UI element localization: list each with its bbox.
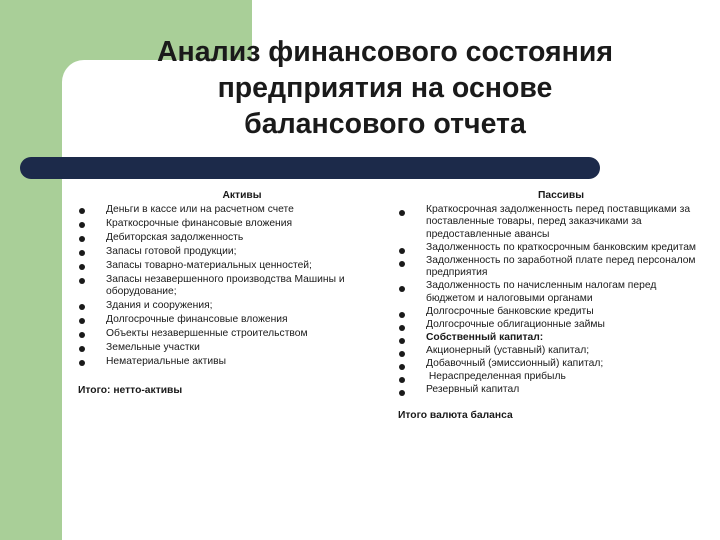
- bullet-icon: [79, 360, 85, 366]
- list-item: Добавочный (эмиссионный) капитал;: [398, 358, 696, 371]
- list-item: Задолженность по краткосрочным банковским кредитам: [398, 242, 696, 255]
- slide-title: [110, 34, 660, 142]
- bullet-icon: [399, 286, 405, 292]
- list-item: Здания и сооружения;: [78, 300, 378, 313]
- liabilities-column: [398, 190, 696, 423]
- list-item: Объекты незавершенные строительством: [78, 328, 378, 341]
- bullet-icon: [79, 264, 85, 270]
- bullet-icon: [79, 250, 85, 256]
- liabilities-heading: Пассивы: [537, 190, 585, 201]
- assets-list: [78, 204, 378, 369]
- list-item: Запасы незавершенного производства Машины и оборудование;: [78, 274, 378, 299]
- bullet-icon: [79, 304, 85, 310]
- bullet-icon: [79, 236, 85, 242]
- bullet-icon: [79, 332, 85, 338]
- list-item: Запасы готовой продукции;: [78, 246, 378, 259]
- title-divider-bar: [20, 157, 600, 179]
- liabilities-list: [398, 204, 696, 397]
- title-line: Анализ финансового состояния: [156, 36, 614, 68]
- bullet-icon: [399, 210, 405, 216]
- list-item: Деньги в кассе или на расчетном счете: [78, 204, 378, 217]
- bullet-icon: [399, 325, 405, 331]
- green-left-strip: [0, 0, 62, 540]
- list-item: Собственный капитал:: [398, 332, 696, 345]
- bullet-icon: [399, 377, 405, 383]
- list-item: Дебиторская задолженность: [78, 232, 378, 245]
- list-item: Запасы товарно-материальных ценностей;: [78, 260, 378, 273]
- bullet-icon: [399, 364, 405, 370]
- bullet-icon: [79, 346, 85, 352]
- bullet-icon: [79, 278, 85, 284]
- bullet-icon: [399, 390, 405, 396]
- list-item: Акционерный (уставный) капитал;: [398, 345, 696, 358]
- list-item: Задолженность по начисленным налогам перед бюджетом и налоговыми органами: [398, 280, 696, 305]
- list-item: Краткосрочные финансовые вложения: [78, 218, 378, 231]
- title-line: предприятия на основе: [217, 72, 553, 104]
- bullet-icon: [399, 312, 405, 318]
- list-item: Нематериальные активы: [78, 356, 378, 369]
- assets-total: Итого: нетто-активы: [78, 384, 183, 396]
- assets-column: [78, 190, 378, 397]
- bullet-icon: [399, 261, 405, 267]
- list-item: Нераспределенная прибыль: [398, 371, 696, 384]
- list-item: Долгосрочные облигационные займы: [398, 319, 696, 332]
- list-item: Задолженность по заработной плате перед персоналом предприятия: [398, 255, 696, 280]
- list-item: Долгосрочные банковские кредиты: [398, 306, 696, 319]
- list-item: Земельные участки: [78, 342, 378, 355]
- bullet-icon: [79, 318, 85, 324]
- bullet-icon: [399, 351, 405, 357]
- bullet-icon: [399, 248, 405, 254]
- bullet-icon: [399, 338, 405, 344]
- liabilities-total: Итого валюта баланса: [398, 410, 513, 421]
- bullet-icon: [79, 208, 85, 214]
- list-item: Резервный капитал: [398, 384, 696, 397]
- title-line: балансового отчета: [244, 108, 526, 140]
- list-item: Долгосрочные финансовые вложения: [78, 314, 378, 327]
- list-item: Краткосрочная задолженность перед поставщиками за поставленные товары, перед заказчиками за предоставленные авансы: [398, 204, 696, 242]
- assets-heading: Активы: [222, 190, 262, 201]
- bullet-icon: [79, 222, 85, 228]
